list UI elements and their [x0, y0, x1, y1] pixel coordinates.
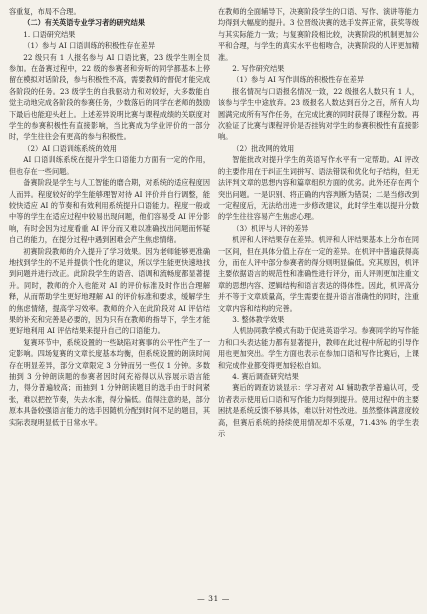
paragraph: 人机协同教学模式有助于促进英语学习。参赛同学的写作能力和口头表达能力都有显著提升，教师在此过程中所起的引导作用也更加突出。学生方面也表示在参加口语和写作比赛后，上课和完成作业都变得更加轻松自如。 — [218, 326, 419, 370]
paragraph: 赛后的调查访谈显示：学习者对 AI 辅助教学普遍认可，受访者表示使用后口语和写作能力均得到提升。使用过程中的主要困扰是系统反馈不够具体，难以针对性改进。虽然整体满意度较高，但赛后系统的持续使用情况却不乐观，71.43% 的学生表示 — [218, 383, 419, 439]
section-heading: （二）有关英语专业学习者的研究结果 — [23, 18, 146, 28]
section-heading: 2. 写作研究结果 — [232, 64, 285, 74]
section-heading: 4. 赛后调查研究结果 — [232, 372, 299, 381]
section-heading: （2）AI 口语训练系统的效用 — [23, 143, 117, 153]
paragraph: 22 级只有 1 人报名参与 AI 口语比赛，23 级学生则全员参加。在备赛过程中，22 级的参赛者和旁听的同学都基本上停留在模拟对话阶段，参与积极性不高，需要教师的督促才能完成各阶段的任务。23 级学生的自我驱动力和对较好，大多数能自觉主动地完成各阶段的参赛任务，少数落后的同学在老师的鼓励下最后也能迎头赶上。上述差异说明比赛与课程成绩的关联度对学生的参赛积极性有直接影响，当比赛成为学业评价的一部分时，学生往往会有更高的参与积极性。 — [9, 52, 210, 142]
left-column — [9, 6, 210, 592]
section-heading: 1. 口语研究结果 — [23, 29, 76, 39]
section-heading: （2）批改网的效用 — [232, 143, 295, 153]
paragraph: 备赛阶段是学生与人工智能的磨合期，对系统的适应程度因人而异。程度较好的学生能够理智对待 AI 评价并自行调整，能较快适应 AI 的节奏和有效利用系统提升口语能力。程度一般或中等的学生在适应过程中较易出现问题，他们容易受 AI 评分影响，有时会因为过度看重 AI 评分而又难以准确找出问题而怀疑自己的能力，在提分过程中遇到困难会产生焦虑情绪。 — [9, 178, 210, 245]
page-number: — 31 — — [197, 594, 230, 603]
section-heading: 3. 整体教学效果 — [232, 314, 285, 324]
paragraph: 在教师的全面辅导下，决赛阶段学生的口语、写作、演讲等能力均得到大幅度的提升。3 位晋级决赛的选手发挥正常，获奖等级与其实际能力一致；与复赛阶段相比较，决赛阶段的机制更加公平和合理，与学生的真实水平也相吻合，决赛阶段的人评更加精准。 — [218, 7, 419, 62]
paragraph: 初赛阶段教师的介入提升了学习效果。因为老师能够更准确地找到学生的不足并提供个性化的建议，所以学生能更快速地找到问题并进行改正。此阶段学生的语音、语调和流畅度都显著提升。同时，教师的介入也能对 AI 的评价标准及时作出合理解释，从而帮助学生更好地理解 AI 的评价标准和要求，缓解学生的焦虑情绪，提高学习效率。教师的介入在此阶段对 AI 评估结果的补充和完善是必要的，因为只有在教师的指导下，学生才能更好地利用 AI 评估结果来提升自己的口语能力。 — [9, 246, 210, 336]
paragraph: AI 口语训练系统在提升学生口语能力方面有一定的作用，但也存在一些问题。 — [9, 155, 210, 176]
section-heading: （1）参与 AI 写作训练的积极性存在差异 — [232, 75, 365, 85]
two-column-body — [9, 6, 419, 592]
paragraph: 报名情况与口语报名情况一致，22 级报名人数只有 1 人，该参与学生中途放弃。23 级报名人数达到百分之百，所有人均圆满完成所有写作任务，在完成比赛的同时获得了课程分数。再次验证了比赛与课程评价是否挂钩对学生的参赛积极性有直接影响。 — [218, 86, 419, 142]
right-column — [218, 6, 419, 592]
paragraph: 容重复，布局不合理。 — [9, 7, 81, 16]
paragraph: 机评和人评结果存在差异。机评和人评结果基本上分布在同一区间，但在具体分值上存在一定的差异。在机评中普遍获得高分，而在人评中部分参赛者的得分则明显偏低。究其原因，机评主要依据语言的规范性和准确性进行评分，而人评则更加注重文章的思想内容、逻辑结构和语言表达的得体性。因此，机评高分并不等于文章质量高，学生需要在提升语言准确性的同时，注重文章内容和结构的完善。 — [218, 235, 419, 313]
paragraph: 复赛环节中，系统设置的一些缺陷对赛事的公平性产生了一定影响。四场复赛的文章长度基本均衡，但系统设置的朗读时间存在明显差异，部分文章限定 3 分钟而另一些仅 1 分钟。多数抽到 3 分钟朗读题的参赛者因时间充裕得以从容展示语言能力，得分普遍较高；而抽到 1 分钟朗读题目的选手由于时间紧张，难以把控节奏，失去水准，得分偏低。值得注意的是，部分原本具备较强语言能力的选手因随机分配到时间不足的题目，其实际表现明显低于日常水平。 — [9, 337, 210, 427]
paragraph: 智能批改对提升学生的英语写作水平有一定帮助。AI 评改的主要作用在于纠正生词拼写、语法错误和优化句子结构，但无法评判文章的思想内容和篇章组织方面的优劣。此外还存在两个突出问题。一是识别、将正确的内容判断为错误；二是当修改到一定程度后，无法给出进一步修改建议，此时学生难以提升分数的学生往往容易产生焦虑心理。 — [218, 155, 419, 222]
section-heading: （3）机评与人评的差异 — [232, 223, 309, 233]
section-heading: （1）参与 AI 口语训练的积极性存在差异 — [23, 41, 156, 51]
